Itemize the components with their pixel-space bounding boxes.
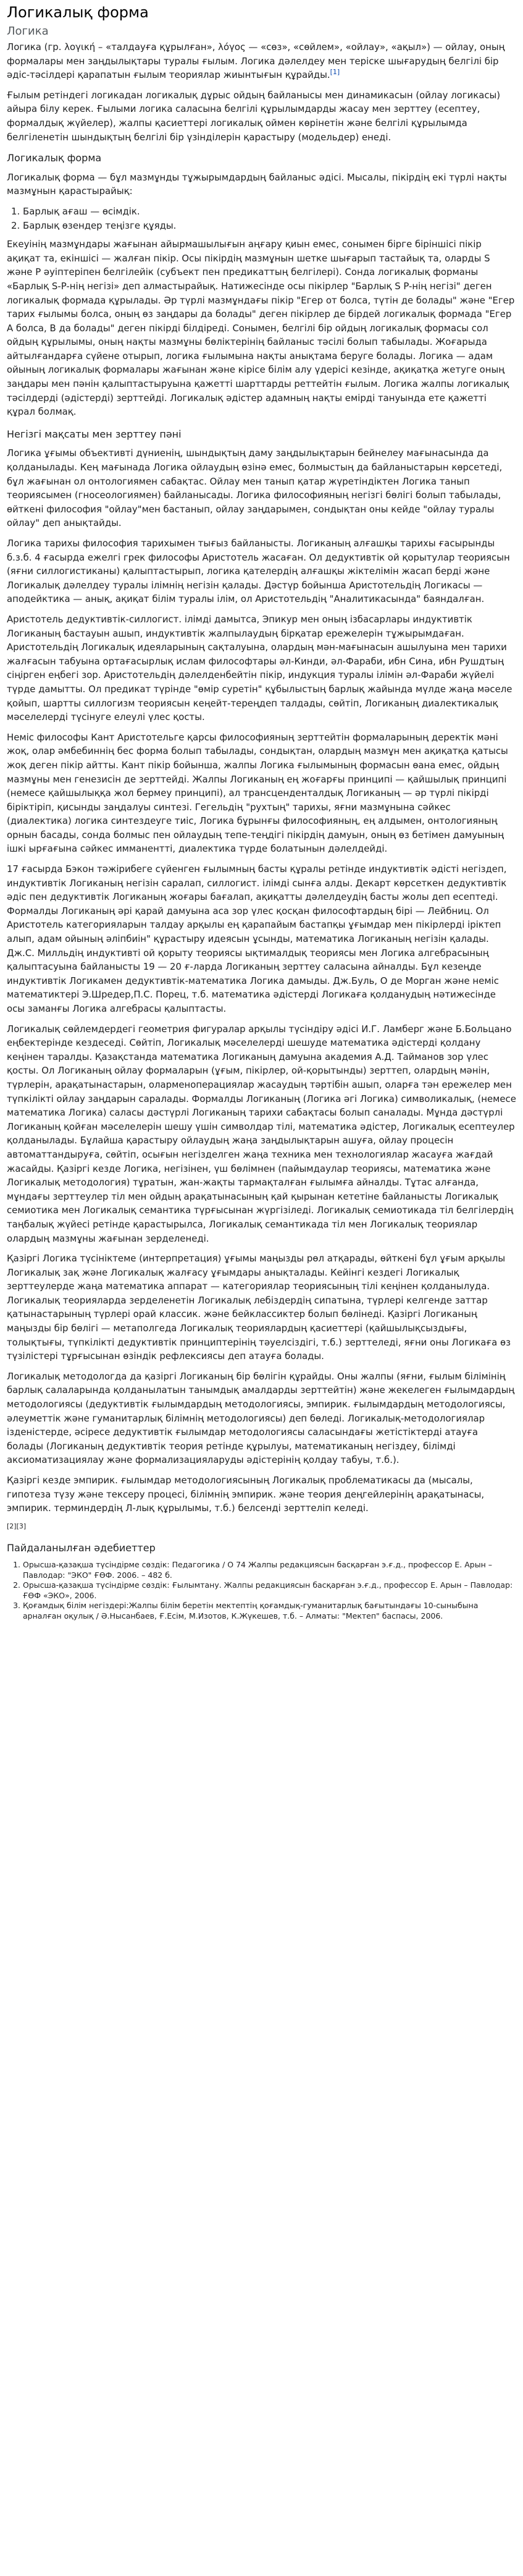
intro-text: Логика (гр. λογική – «талдауға құрылған», λόγος — «сөз», «сөйлем», «ойлау», «ақыл») — ойлау, оның формалары мен заңдылықтары туралы ғылым. Логика дәлелдеу мен терiске шығарудың белгiлi бiр әдiс-тәсiлдерi қарапатын ғылым теориялар жиынтығын құрайды. bbox=[7, 41, 505, 81]
intro-paragraph bbox=[7, 40, 516, 82]
methodology-paragraph: Логикалық методологда да қазіргі Логиканың бір бөлігін құрайды. Оны жалпы (яғни, ғылым білімінің барлық салаларында қолданылатын танымдық амалдарды зерттейтін) және жекелеген ғылымдардың методологиясы (дедуктивтік ғылымдардың методологиясы, эмпирик. ғылымдардың методологиясы, әлеуметтік және гуманитарлық білімнің методологиясы) деп бөледі. Логикалық-методологиялар ізденістерде, әсіресе дедуктивтік ғылымдар методологиясы саласындағы жетістіктерді атауға болады (Логиканың дедуктивтік теория ретінде құрылуы, математиканың негіздеу, білімді аксиоматизациялау және формализацияларуды әдістерінің қолдау табуы, т.б.). bbox=[7, 1370, 515, 1466]
list-item: 2. Барлық өзендер теңізге құяды. bbox=[23, 219, 516, 233]
bacon-paragraph: 17 ғасырда Бэкон тәжірибеге сүйенген ғылымның басты құралы ретінде индуктивтік әдісті негіздеп, индуктивтік Логиканың негізін саралап, силлогист. ілімді сынға алды. Декарт көрсеткен дедуктивтік әдіс пен дедуктивтік Логиканың жоғары бағалап, ақиқатты дәлелдеудің басты жолы деп есептеді. Формалды Логиканың әрі қарай дамуына аса зор үлес қосқан философтардың бірі — Лейбниц. Ол Аристотель категорияларын талдау арқылы ең қарапайым бастапқы ұғымдар мен пікірлерді іріктеп алып, адам ойының әліпбиін" құрастыру идеясын ұсынды, математика Логиканың негізін қалады. Дж.С. Милльдің индуктивті ой қорыту теориясы ықтималдық теориясы мен Логика алгебрасының қалыптасуына байланысты 19 — 20 ғ-ларда Логиканың зерттеу саласына айналды. Бұл кезеңде индуктивтік Логикамен дедуктивтік-математика Логика дамыды. Дж.Буль, О де Морган және неміс математиктері Э.Шредер,П.С. Порец, т.б. математика әдістерді Логикаға қолданудың нәтижесінде осы заманғы Логика алгебрасы қалыптасты. bbox=[7, 863, 507, 1014]
empirical-paragraph: Қазіргі кезде эмпирик. ғылымдар методологиясының Логикалық проблематикасы да (мысалы, гипотеза түзу және тексеру процесі, білімнің эмпирик. және теория деңгейлерінің арақатынасы, эмпирик. терминдердің Л-лық құрылымы, т.б.) белсенді зерттеліп келеді. bbox=[7, 1475, 485, 1514]
explanation-paragraph: Екеуінің мазмұндары жағынан айырмашылығын аңғару қиын емес, сонымен бірге біріншісі пікір ақиқат та, екіншісі — жалған пікір. Осы пікірдің мазмұнын шетке шығарып тастайық та, оларды S және P әуіптеріпен белгілейік (субъект пен предикаттың белгілері). Сонда логикалық форманы «Барлық S-P-нің негізі» деп алмастырайық. Натижесінде осы пікірлер "Барлық S P-нің негізі" деген логикалық формада құрылады. Әр түрлі мазмұндағы пікір "Егер от болса, түтін де болады" және "Егер тарих ғылымы болса, оның өз заңдары да болады" деген пікірлер де бірдей логикалық формада "Егер A болса, B да болады" деген пікірді білдіреді. Сонымен, белгілі бір ойдың логикалық формасы сол ойдың құрылымы, оның нақты мазмұны бөліктерінің байланыс тәсілі болып табылады. Жоғарыда айтылғандарға сүйене отырып, логика ғылымына нақты анықтама беруге болады. Логика — адам ойының логикалық формалары жағынан және кірісе білім алу үдерісі кезінде, ақиқатқа жетуге оның заңдары мен пәнін қалыптастыруына қажетті шарттарды реттейтін ғылым. Логика жалпы логикалық тәсілдерді (әдістерді) зерттейді. Логикалық әдістер адамның нақты емірді тануында ете қажетті құрал болмақ. bbox=[7, 239, 515, 418]
section-heading-references: Пайдаланылған әдебиеттер bbox=[7, 1541, 156, 1554]
kant-paragraph: Неміс философы Кант Аристотельге қарсы философияның зерттейтін формаларының деректік мәні жоқ, олар әмбебиннің бес форма болып табылады, сондықтан, олардың мазмұн мен ақиқатқа қатысы жоқ деген пікір айтты. Кант пікір бойынша, жалпы Логика ғылымының формасын өана емес, ойдың мазмұны мен генезисін де зерттейді. Жалпы Логиканың ең жоғарғы принципі — қайшылық принципі (немесе қайшылыққа жол бермеу принципі), ал трансценденталдық Логиканың — әр түрлі пікірді біріктіріп, қисынды заңдалуы синтезі. Гегельдің "рухтың" тарихы, яғни мазмұнына сәйкес (диалектика) логика синтездеуге тиіс, Логика бұрынғы философияның, ең алдымен, онтологияның орнын басады, сонда болмыс пен ойлаудың тепе-теңдігі пікірдің дамуын, оның өз бетімен дамуының ішкі ырғағына сәйкес имманентті, диалектика түрде болатынын дәлелдейді. bbox=[7, 731, 508, 855]
science-paragraph: Ғылым ретіндегі логикадан логикалық дұрыс ойдың байланысы мен динамикасын (ойлау логикасы) айыра білу керек. Ғылыми логика саласына белгілі құрылымдарды жасау мен зерттеу (есептеу, формалдық жүйелер), жалпы қасиеттері логикалық оймен көрінетін және белгілі құрылымда белгіленетін шындықтың белгілі бір үзінділерін қарастыру (модельдер) енеді. bbox=[7, 89, 501, 143]
reference-link[interactable]: [1] bbox=[330, 68, 340, 77]
logical-form-paragraph: Логикалық форма — бұл мазмұнды тұжырымдардың байланыс әдісі. Мысалы, пікірдің екі түрлі нақты мазмұнын қарастырайық: bbox=[7, 171, 507, 197]
article-content bbox=[3, 40, 520, 1621]
section-heading-logical-form: Логикалық форма bbox=[7, 152, 102, 164]
interpretation-paragraph: Қазіргі Логика түсініктеме (интерпретация) ұғымы маңызды рөл атқарады, өйткені бұл ұғым арқылы Логикалық зақ және Логикалық жалғасу ұғымдары анықталады. Кейінгі кездегі Логикалық зерттеулерде жаңа математика аппарат — категориялар теориясының тілі кеңінен қолданылуда. Логикалық теорияларда зерделенетін Логикалық лебіздердің сипатына, түрлері келгенде заттар қатынастарының түрлері орай классик. және бейклассиктер болып бөлінеді. Қазіргі Логиканың маңызды бір бөлігі — метаполгеда Логикалық теориялардың қасиеттері (қайшылықсыздығы, толықтығы, түпкілікті дедуктивтік принциптерінің тәуелсіздігі, т.б.) зерттеледі, яғни оны Логикаға өз түзілістері тұрғысынан өзіндік рефлексиясы деп атауға болады. bbox=[7, 1253, 511, 1362]
page-subtitle: Логика bbox=[7, 25, 49, 38]
title-bar bbox=[3, 0, 520, 40]
aristotle-paragraph: Аристотель дедуктивтік-силлогист. ілімді дамытса, Эпикур мен оның ізбасарлары индуктивтік Логиканың бастауын ашып, индуктивтік жалпылаудың бірқатар ережелерін тұжырымдаған. Аристотельдің Логикалық идеяларының сақталуына, олардың мән-мағынасын ашылуына мен тарихи жалғасын табуына ортағасырлық ислам философтары әл-Кинди, әл-Фараби, ибн Сина, ибн Рушдтың сіңірген еңбегі зор. Аристотельдің дәлелденбейтін пікір, индукция туралы ілімін әл-Фараби жүйелі түрде дамытты. Ол предикат түрінде "өмір суретін" құбылыстың барлық жайында мүлде жаңа мәселе қойып, шартты силлогизм теориясын кеңейт-тереңдеп талдады, сөйтіп, Логиканың диалектикалық мәселелерді түсінуге елеулі үлес қосты. bbox=[7, 613, 513, 723]
page-title: Логикалық форма bbox=[7, 4, 149, 21]
section-heading-subject: Негізгі мақсаты мен зерттеу пәні bbox=[7, 428, 182, 440]
modern-logic-paragraph: Логикалық сөйлемдердегі геометрия фигуралар арқылы түсіндіру әдісі И.Г. Ламберг және Б.Больцано еңбектерінде кездеседі. Сөйтіп, Логикалық мәселелерді шешуде математика әдістерді қолдану кеңінен таралды. Қазақстанда математика Логиканың дамуына академия А.Д. Тайманов зор үлес қосты. Ол Логиканың ойлау формаларын (ұғым, пікірлер, ой-қорытынды) зерттеп, олардың мәнін, түрлерін, арақатынастарын, оларменоперациялар жасаудың тәртібін ашып, оларға тән ережелер мен түпкілікті ойлау заңдарын саралады. Формалды Логиканың (Логика әгі Логика) символикалық, (немесе математика Логика) саласы дәстүрлі Логиканың тарихи сабақтасы болып саналады. Мұнда дәстүрлі Логиканың қойған мәселелерін шешу үшін символдар тілі, математика әдістер, Логикалық есептеулер қолданылады. Бұлайша қарастыру ойлаудың жаңа заңдылықтарын ашуға, ойлау процесін автоматтандыруға, сөйтіп, осығын негізделген жаңа техника мен технологиялар жасауға жағдай жасайды. Қазіргі кезде Логика, негізінен, үш бөлімнен (пайымдаулар теориясы, математика және Логикалық методология) тұратын, жан-жақты тармақталған ғылымға айналды. Тұтас алғанда, мұндағы зерттеулер тіл мен ойдың арақатынасының қай қырынан кететіне байланысты Логикалық семиотика мен Логикалық семантика түрғысынан жүргізіледі. Логикалық семиотикада тіл белгілердің таңбалық жүйесі ретінде қарастырылса, Логикалық семантикада тіл мен Логикалық теориялар олардың мазмұны жағынан зерделенеді. bbox=[7, 1023, 516, 1244]
reference-item: 3. Қоғамдық білім негіздері:Жалпы білім беретін мектептің қоғамдық-гуманитарлық бағытындағы 10-сыныбына арналған оқулық / Ә.Нысанбаев, Ғ.Есім, М.Изотов, К.Жүкешев, т.б. – Алматы: "Мектеп" баспасы, 2006. bbox=[23, 1601, 516, 1621]
reference-item: 2. Орысша-қазақша түсіндірме сөздік: Ғылымтану. Жалпы редакциясын басқарған э.ғ.д., профессор Е. Арын – Павлодар: ҒӨФ «ЭКО», 2006. bbox=[23, 1580, 516, 1601]
history-paragraph: Логика тарихы философия тарихымен тығыз байланысты. Логиканың алғашқы тарихы ғасырынды б.з.б. 4 ғасырда ежелгі грек философы Аристотель жасаған. Ол дедуктивтік ой қорытулар теориясын (яғни силлогистиканы) қалыптастырып, логика қателердің алғашқы жіктелімін жасап берді және Логикалық дәлелдеу туралы ілімнің негізін қалады. Дәстүр бойынша Аристотельдің Логикасы — аподейктика — анық, ақиқат білім туралы ілім, ол Аристотельдің "Аналитикасында" баяндалған. bbox=[7, 538, 510, 605]
subject-paragraph: Логика ұғымы объективті дүниенің, шындықтың даму заңдылықтарын бейнелеу мағынасында да қолданылады. Кең мағынада Логика ойлаудың өзінә емес, болмыстың да байланыстарын көрсетеді, бұл жағынан ол онтологиямен сабақтас. Ойлау мен танып қатар жүретіндіктен Логика танып теориясымен (гносеологиямен) байланысады. Логика философияның негізгі бөлігі болып табылады, өйткені философия "ойлау"мен бастанып, ойлау заңдарымен, сондықтан оны кейде "ойлау туралы ойлау" деп анықтайды. bbox=[7, 447, 503, 529]
list-item: 1. Барлық ағаш — өсімдік. bbox=[23, 205, 516, 219]
references-list bbox=[7, 1560, 516, 1621]
reference-marks[interactable]: [2][3] bbox=[7, 1522, 27, 1530]
examples-list bbox=[7, 205, 516, 232]
reference-item: 1. Орысша-қазақша түсіндірме сөздік: Педагогика / О 74 Жалпы редакциясын басқарған э.ғ.д., профессор Е. Арын – Павлодар: "ЭКО" ҒӨФ. 2006. – 482 б. bbox=[23, 1560, 516, 1580]
